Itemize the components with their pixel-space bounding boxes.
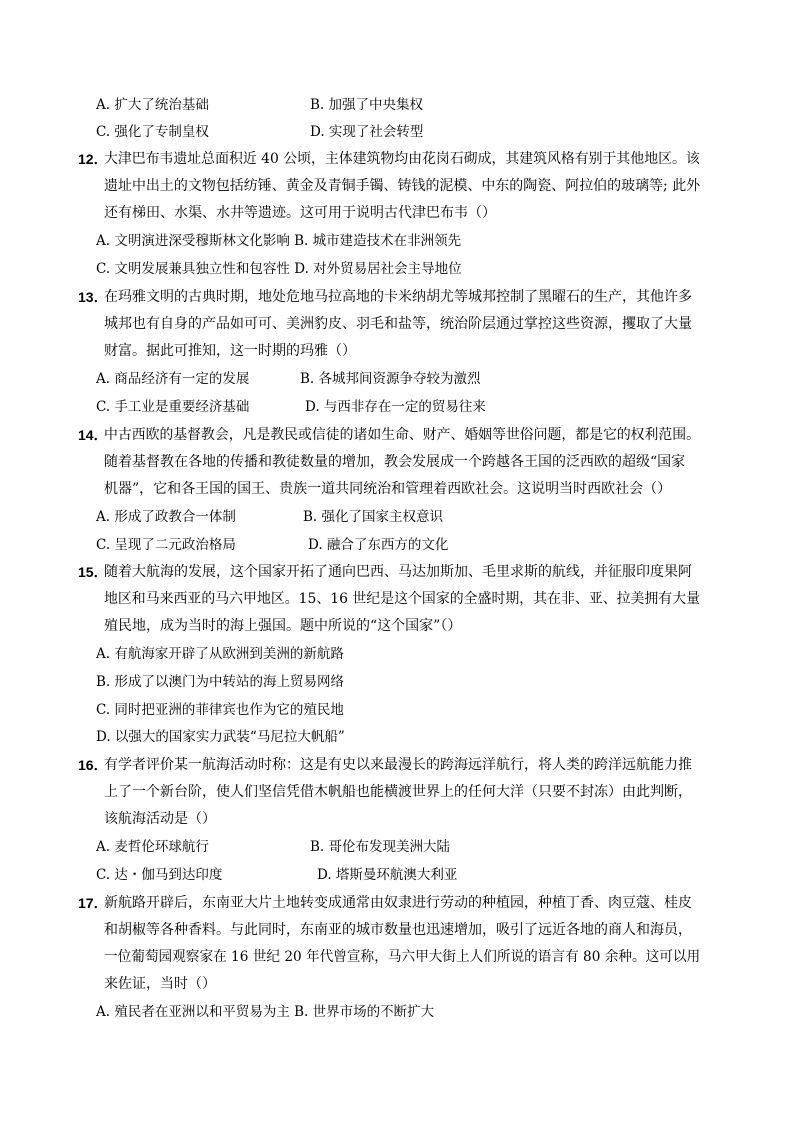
q16-stem-line-2: 上了一个新台阶，使人们坚信凭借木帆船也能横渡世界上的任何大洋（只要不封冻）由此判断， xyxy=(104,784,692,800)
q13-number: 13． xyxy=(78,289,108,305)
q11-option-d: D. 实现了社会转型 xyxy=(310,124,424,140)
q12-stem-line-2: 遗址中出土的文物包括纺锤、黄金及青铜手镯、铸钱的泥模、中东的陶瓷、阿拉伯的玻璃等; 此外 xyxy=(104,178,701,194)
q14-stem-line-2: 随着基督教在各地的传播和教徒数量的增加，教会发展成一个跨越各王国的泛西欧的超级“国家 xyxy=(104,454,686,470)
q15-stem-line-3: 殖民地，成为当时的海上强国。题中所说的“这个国家”（） xyxy=(104,618,462,634)
q15-option-c: C. 同时把亚洲的菲律宾也作为它的殖民地 xyxy=(96,702,344,718)
q11-option-c: C. 强化了专制皇权 xyxy=(96,124,209,140)
q13-option-c: C. 手工业是重要经济基础 xyxy=(96,399,250,415)
q17-stem-line-1: 新航路开辟后，东南亚大片土地转变成通常由奴隶进行劳动的种植园，种植丁香、肉豆蔻、桂皮 xyxy=(104,895,692,911)
q14-option-c: C. 呈现了二元政治格局 xyxy=(96,537,236,553)
q11-option-a: A. 扩大了统治基础 xyxy=(96,97,209,113)
q14-number: 14． xyxy=(78,427,108,443)
q16-option-a: A. 麦哲伦环球航行 xyxy=(96,839,209,855)
q11-option-b: B. 加强了中央集权 xyxy=(310,97,424,113)
q16-option-d: D. 塔斯曼环航澳大利亚 xyxy=(317,867,458,883)
q16-stem-line-1: 有学者评价某一航海活动时称：这是有史以来最漫长的跨海远洋航行，将人类的跨洋远航能力推 xyxy=(104,757,692,773)
q15-option-a: A. 有航海家开辟了从欧洲到美洲的新航路 xyxy=(96,646,344,662)
q13-stem-line-3: 财富。据此可推知，这一时期的玛雅（） xyxy=(104,343,356,359)
q15-option-d: D. 以强大的国家实力武装“马尼拉大帆船” xyxy=(96,729,345,745)
q16-number: 16． xyxy=(78,757,108,773)
q15-option-b: B. 形成了以澳门为中转站的海上贸易网络 xyxy=(96,674,345,690)
q13-stem-line-1: 在玛雅文明的古典时期，地处危地马拉高地的卡米纳胡尤等城邦控制了黑曜石的生产，其他许多 xyxy=(104,289,692,305)
q12-options-ab: A. 文明演进深受穆斯林文化影响 B. 城市建造技术在非洲领先 xyxy=(96,233,462,249)
q17-options-ab: A. 殖民者在亚洲以和平贸易为主 B. 世界市场的不断扩大 xyxy=(96,1004,435,1020)
q15-number: 15． xyxy=(78,564,108,580)
q14-stem-line-3: 机器”，它和各王国的国王、贵族一道共同统治和管理着西欧社会。这说明当时西欧社会（） xyxy=(104,481,672,497)
q13-option-d: D. 与西非存在一定的贸易往来 xyxy=(305,399,486,415)
q15-stem-line-2: 地区和马来西亚的马六甲地区。15、16 世纪是这个国家的全盛时期，其在非、亚、拉美拥有大量 xyxy=(104,591,701,607)
q12-options-cd: C. 文明发展兼具独立性和包容性 D. 对外贸易居社会主导地位 xyxy=(96,261,462,277)
q13-option-a: A. 商品经济有一定的发展 xyxy=(96,371,250,387)
q16-option-c: C. 达・伽马到达印度 xyxy=(96,867,223,883)
q17-stem-line-2: 和胡椒等各种香料。与此同时，东南亚的城市数量也迅速增加，吸引了远近各地的商人和海员， xyxy=(104,922,692,938)
q12-number: 12． xyxy=(78,151,108,167)
q14-stem-line-1: 中古西欧的基督教会，凡是教民或信徒的诸如生命、财产、婚姻等世俗问题，都是它的权利范围。 xyxy=(104,427,700,443)
q12-stem-line-1: 大津巴布韦遗址总面积近 40 公顷，主体建筑物均由花岗石砌成，其建筑风格有别于其他地区。该 xyxy=(104,151,700,167)
q17-number: 17． xyxy=(78,895,108,911)
q16-option-b: B. 哥伦布发现美洲大陆 xyxy=(310,839,451,855)
q12-stem-line-3: 还有梯田、水渠、水井等遗迹。这可用于说明古代津巴布韦（） xyxy=(104,205,496,221)
q13-stem-line-2: 城邦也有自身的产品如可可、美洲豹皮、羽毛和盐等，统治阶层通过掌控这些资源，攫取了大量 xyxy=(104,316,692,332)
q13-option-b: B. 各城邦间资源争夺较为激烈 xyxy=(300,371,481,387)
q15-stem-line-1: 随着大航海的发展，这个国家开拓了通向巴西、马达加斯加、毛里求斯的航线，并征服印度果阿 xyxy=(104,564,692,580)
q16-stem-line-3: 该航海活动是（） xyxy=(104,811,216,827)
q14-option-a: A. 形成了政教合一体制 xyxy=(96,509,236,525)
q17-stem-line-3: 一位葡萄园观察家在 16 世纪 20 年代曾宣称，马六甲大街上人们所说的语言有 80 余种。这可以用 xyxy=(104,949,701,965)
q17-stem-line-4: 来佐证，当时（） xyxy=(104,976,216,992)
q14-option-d: D. 融合了东西方的文化 xyxy=(308,537,449,553)
q14-option-b: B. 强化了国家主权意识 xyxy=(303,509,444,525)
